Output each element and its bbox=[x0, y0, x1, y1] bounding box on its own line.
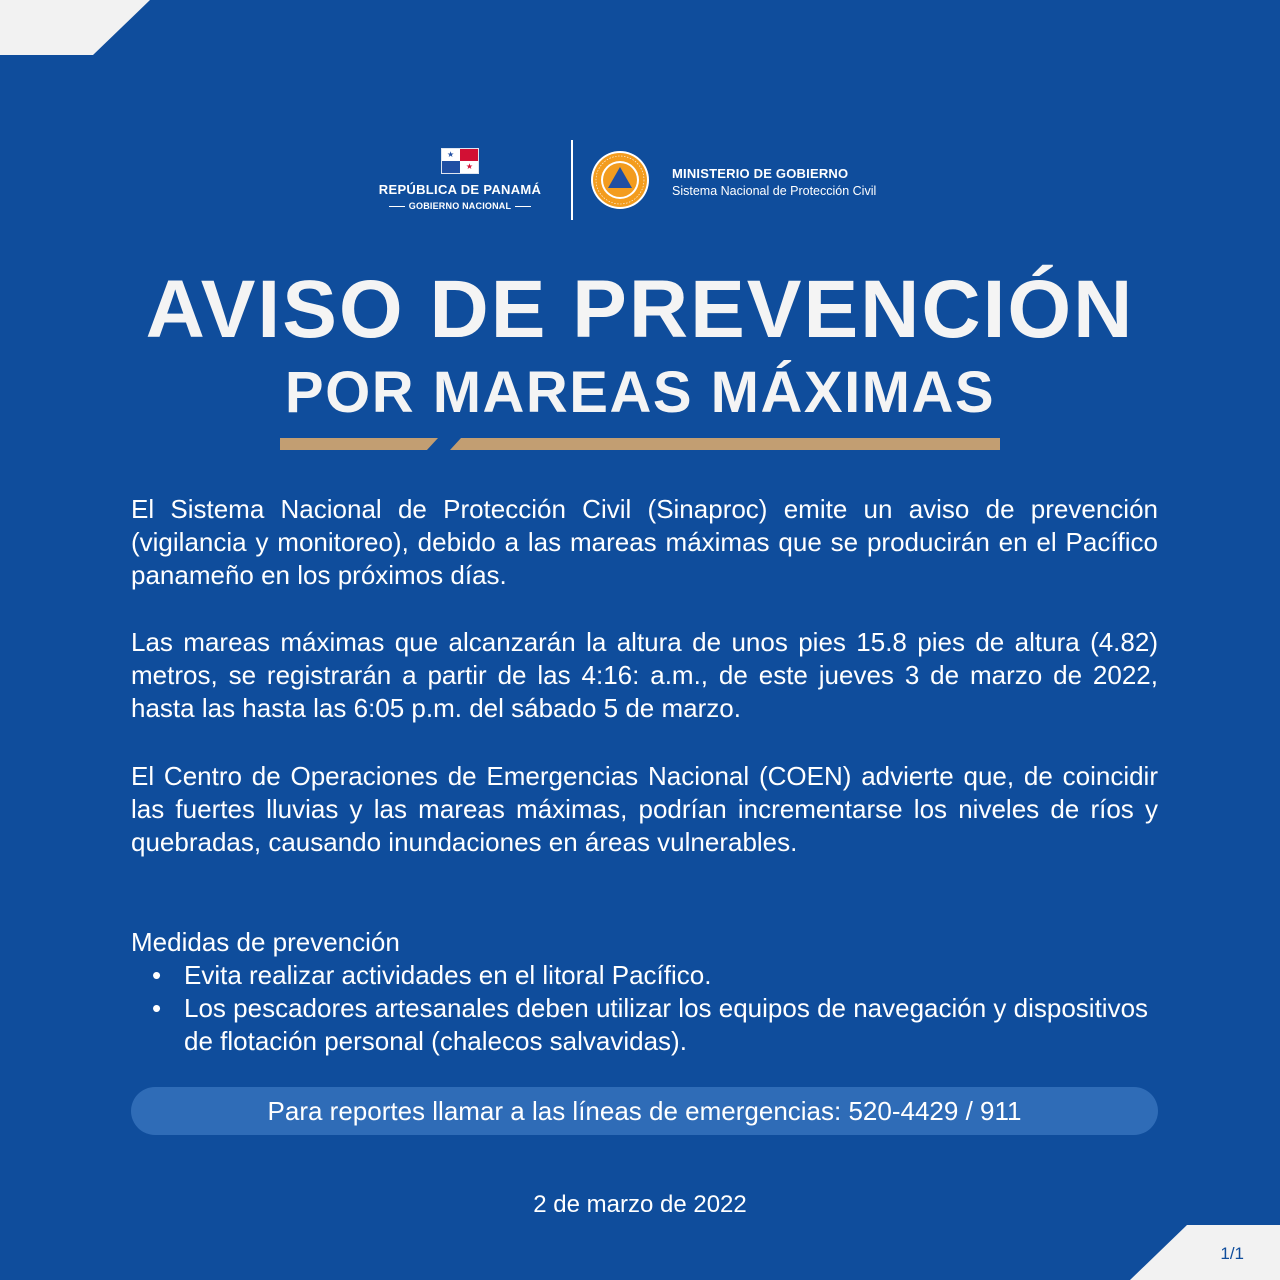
bullet-icon: • bbox=[152, 993, 162, 1023]
accent-bar-right bbox=[450, 438, 1000, 450]
emergency-report-banner: Para reportes llamar a las líneas de emergencias: 520-4429 / 911 bbox=[131, 1087, 1158, 1135]
republic-logo-block bbox=[360, 148, 560, 211]
list-item: • Evita realizar actividades en el litoral Pacífico. bbox=[152, 960, 712, 990]
ministry-title: MINISTERIO DE GOBIERNO bbox=[672, 166, 849, 181]
corner-decoration-bottom-right bbox=[1130, 1225, 1280, 1280]
corner-decoration-top-left bbox=[0, 0, 150, 55]
ministry-subtitle: Sistema Nacional de Protección Civil bbox=[672, 184, 877, 198]
list-item: • Los pescadores artesanales deben utilizar los equipos de navegación y dispositivos de flotación personal (chalecos salvavidas). bbox=[152, 993, 1149, 1056]
accent-bar-left bbox=[280, 438, 438, 450]
header-divider bbox=[571, 140, 573, 220]
main-title: AVISO DE PREVENCIÓN bbox=[145, 264, 1135, 355]
republic-title: REPÚBLICA DE PANAMÁ bbox=[378, 182, 542, 197]
bullet-icon: • bbox=[152, 960, 162, 990]
publication-date: 2 de marzo de 2022 bbox=[533, 1191, 747, 1218]
republic-subtitle: GOBIERNO NACIONAL bbox=[360, 201, 560, 211]
paragraph-coen: El Centro de Operaciones de Emergencias Nacional (COEN) advierte que, de coincidir las fuertes lluvias y las mareas máximas, podrían incrementarse los niveles de ríos y quebradas, causando inundaciones en áreas vulnerables. bbox=[131, 761, 1158, 857]
ministry-block bbox=[672, 166, 876, 198]
main-subtitle: POR MAREAS MÁXIMAS bbox=[284, 360, 996, 425]
measures-title: Medidas de prevención bbox=[131, 927, 400, 957]
measures-list bbox=[131, 959, 1158, 1058]
civil-protection-seal-icon bbox=[590, 150, 650, 210]
paragraph-intro: El Sistema Nacional de Protección Civil (Sinaproc) emite un aviso de prevención (vigilancia y monitoreo), debido a las mareas máximas que se producirán en el Pacífico panameño en los próximos días. bbox=[131, 494, 1158, 590]
panama-flag-icon: ★ ★ bbox=[441, 148, 479, 174]
header-logos bbox=[0, 140, 1280, 220]
page-number: 1/1 bbox=[1220, 1244, 1244, 1263]
paragraph-tides: Las mareas máximas que alcanzarán la altura de unos pies 15.8 pies de altura (4.82) metros, se registrarán a partir de las 4:16: a.m., de este jueves 3 de marzo de 2022, hasta las hasta las 6:05 p.m. del sábado 5 de marzo. bbox=[131, 627, 1158, 723]
